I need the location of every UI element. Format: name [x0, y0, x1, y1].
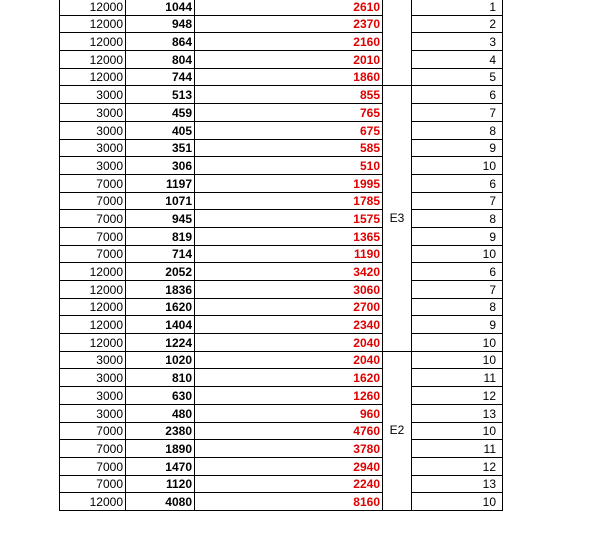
cell-value[interactable]: 2380 — [126, 422, 195, 440]
cell-value[interactable]: 804 — [126, 51, 195, 69]
cell-quantity[interactable]: 7000 — [60, 457, 126, 475]
cell-value[interactable]: 306 — [126, 157, 195, 175]
cell-quantity[interactable]: 12000 — [60, 15, 126, 33]
cell-index[interactable]: 5 — [412, 68, 503, 86]
cell-total[interactable]: 2160 — [195, 33, 383, 51]
table-row — [60, 227, 503, 245]
table-row — [60, 121, 503, 139]
cell-total[interactable]: 3420 — [195, 263, 383, 281]
table-row — [60, 404, 503, 422]
cell-index[interactable]: 10 — [412, 157, 503, 175]
cell-total[interactable]: 2040 — [195, 334, 383, 352]
cell-total[interactable]: 960 — [195, 404, 383, 422]
table-row — [60, 15, 503, 33]
cell-total[interactable]: 2370 — [195, 15, 383, 33]
cell-quantity[interactable]: 12000 — [60, 281, 126, 299]
cell-group-label[interactable] — [383, 0, 412, 86]
cell-index[interactable]: 8 — [412, 210, 503, 228]
cell-index[interactable]: 4 — [412, 51, 503, 69]
cell-total[interactable]: 2610 — [195, 0, 383, 15]
cell-index[interactable]: 7 — [412, 281, 503, 299]
cell-index[interactable]: 10 — [412, 493, 503, 511]
table-row — [60, 387, 503, 405]
table-row — [60, 334, 503, 352]
cell-total[interactable]: 3780 — [195, 440, 383, 458]
cell-total[interactable]: 8160 — [195, 493, 383, 511]
cell-index[interactable]: 8 — [412, 121, 503, 139]
cell-total[interactable]: 2010 — [195, 51, 383, 69]
cell-value[interactable]: 1404 — [126, 316, 195, 334]
cell-quantity[interactable]: 3000 — [60, 369, 126, 387]
table-row — [60, 281, 503, 299]
spreadsheet-table — [59, 0, 503, 511]
cell-total[interactable]: 1620 — [195, 369, 383, 387]
cell-quantity[interactable]: 12000 — [60, 263, 126, 281]
cell-value[interactable]: 405 — [126, 121, 195, 139]
cell-quantity[interactable]: 12000 — [60, 493, 126, 511]
cell-value[interactable]: 819 — [126, 227, 195, 245]
cell-value[interactable]: 1620 — [126, 298, 195, 316]
cell-total[interactable]: 510 — [195, 157, 383, 175]
cell-quantity[interactable]: 3000 — [60, 104, 126, 122]
table-row — [60, 174, 503, 192]
cell-index[interactable]: 8 — [412, 298, 503, 316]
cell-quantity[interactable]: 12000 — [60, 334, 126, 352]
table-row — [60, 192, 503, 210]
table-row — [60, 157, 503, 175]
cell-total[interactable]: 1365 — [195, 227, 383, 245]
cell-index[interactable]: 9 — [412, 139, 503, 157]
cell-value[interactable]: 864 — [126, 33, 195, 51]
cell-index[interactable]: 10 — [412, 245, 503, 263]
cell-total[interactable]: 2040 — [195, 351, 383, 369]
table-row — [60, 298, 503, 316]
cell-index[interactable]: 12 — [412, 387, 503, 405]
table-row — [60, 351, 503, 369]
cell-value[interactable]: 744 — [126, 68, 195, 86]
cell-quantity[interactable]: 12000 — [60, 51, 126, 69]
cell-index[interactable]: 11 — [412, 369, 503, 387]
cell-value[interactable]: 1890 — [126, 440, 195, 458]
cell-quantity[interactable]: 3000 — [60, 404, 126, 422]
cell-value[interactable]: 1224 — [126, 334, 195, 352]
cell-index[interactable]: 10 — [412, 422, 503, 440]
cell-index[interactable]: 7 — [412, 192, 503, 210]
cell-quantity[interactable]: 12000 — [60, 316, 126, 334]
cell-value[interactable]: 2052 — [126, 263, 195, 281]
cell-index[interactable]: 9 — [412, 227, 503, 245]
cell-index[interactable]: 10 — [412, 334, 503, 352]
cell-quantity[interactable]: 7000 — [60, 245, 126, 263]
cell-total[interactable]: 2700 — [195, 298, 383, 316]
cell-group-label[interactable]: E2 — [383, 351, 412, 510]
cell-value[interactable]: 810 — [126, 369, 195, 387]
table-row — [60, 457, 503, 475]
cell-total[interactable]: 2240 — [195, 475, 383, 493]
cell-quantity[interactable]: 3000 — [60, 86, 126, 104]
cell-value[interactable]: 459 — [126, 104, 195, 122]
cell-value[interactable]: 4080 — [126, 493, 195, 511]
cell-total[interactable]: 585 — [195, 139, 383, 157]
cell-quantity[interactable]: 7000 — [60, 422, 126, 440]
cell-value[interactable]: 1836 — [126, 281, 195, 299]
table-row — [60, 369, 503, 387]
cell-quantity[interactable]: 7000 — [60, 475, 126, 493]
cell-total[interactable]: 855 — [195, 86, 383, 104]
cell-quantity[interactable]: 12000 — [60, 33, 126, 51]
cell-index[interactable]: 3 — [412, 33, 503, 51]
cell-value[interactable]: 1470 — [126, 457, 195, 475]
cell-index[interactable]: 2 — [412, 15, 503, 33]
cell-quantity[interactable]: 3000 — [60, 387, 126, 405]
table-row — [60, 440, 503, 458]
cell-total[interactable]: 1995 — [195, 174, 383, 192]
cell-total[interactable]: 1190 — [195, 245, 383, 263]
cell-total[interactable]: 1260 — [195, 387, 383, 405]
cell-value[interactable]: 630 — [126, 387, 195, 405]
cell-total[interactable]: 1785 — [195, 192, 383, 210]
cell-index[interactable]: 11 — [412, 440, 503, 458]
cell-index[interactable]: 9 — [412, 316, 503, 334]
cell-group-label[interactable]: E3 — [383, 86, 412, 351]
cell-quantity[interactable]: 7000 — [60, 227, 126, 245]
cell-quantity[interactable]: 7000 — [60, 192, 126, 210]
table-row — [60, 210, 503, 228]
cell-quantity[interactable]: 7000 — [60, 174, 126, 192]
cell-value[interactable]: 513 — [126, 86, 195, 104]
table-row — [60, 422, 503, 440]
cell-value[interactable]: 351 — [126, 139, 195, 157]
cell-total[interactable]: 675 — [195, 121, 383, 139]
table-row — [60, 68, 503, 86]
table-row — [60, 475, 503, 493]
cell-value[interactable]: 1120 — [126, 475, 195, 493]
cell-quantity[interactable]: 3000 — [60, 351, 126, 369]
cell-quantity[interactable]: 7000 — [60, 210, 126, 228]
cell-total[interactable]: 765 — [195, 104, 383, 122]
cell-value[interactable]: 480 — [126, 404, 195, 422]
cell-index[interactable]: 6 — [412, 86, 503, 104]
cell-value[interactable]: 948 — [126, 15, 195, 33]
cell-index[interactable]: 13 — [412, 475, 503, 493]
cell-index[interactable]: 12 — [412, 457, 503, 475]
cell-total[interactable]: 2940 — [195, 457, 383, 475]
cell-quantity[interactable]: 3000 — [60, 139, 126, 157]
cell-quantity[interactable]: 7000 — [60, 440, 126, 458]
cell-index[interactable]: 10 — [412, 351, 503, 369]
table-row — [60, 33, 503, 51]
table-row — [60, 104, 503, 122]
cell-total[interactable]: 4760 — [195, 422, 383, 440]
cell-value[interactable]: 1044 — [126, 0, 195, 15]
cell-quantity[interactable]: 3000 — [60, 121, 126, 139]
table-row — [60, 51, 503, 69]
spreadsheet-body — [60, 0, 503, 510]
table-row — [60, 493, 503, 511]
cell-index[interactable]: 7 — [412, 104, 503, 122]
cell-value[interactable]: 1197 — [126, 174, 195, 192]
table-row — [60, 263, 503, 281]
cell-total[interactable]: 3060 — [195, 281, 383, 299]
table-row — [60, 245, 503, 263]
cell-index[interactable]: 13 — [412, 404, 503, 422]
cell-value[interactable]: 1071 — [126, 192, 195, 210]
cell-quantity[interactable]: 12000 — [60, 0, 126, 15]
cell-index[interactable]: 6 — [412, 263, 503, 281]
cell-total[interactable]: 1860 — [195, 68, 383, 86]
cell-quantity[interactable]: 3000 — [60, 157, 126, 175]
table-row — [60, 86, 503, 104]
cell-value[interactable]: 1020 — [126, 351, 195, 369]
cell-total[interactable]: 2340 — [195, 316, 383, 334]
cell-total[interactable]: 1575 — [195, 210, 383, 228]
table-row — [60, 0, 503, 15]
table-row — [60, 139, 503, 157]
cell-index[interactable]: 1 — [412, 0, 503, 15]
cell-value[interactable]: 714 — [126, 245, 195, 263]
table-row — [60, 316, 503, 334]
cell-quantity[interactable]: 12000 — [60, 68, 126, 86]
cell-index[interactable]: 6 — [412, 174, 503, 192]
cell-quantity[interactable]: 12000 — [60, 298, 126, 316]
cell-value[interactable]: 945 — [126, 210, 195, 228]
